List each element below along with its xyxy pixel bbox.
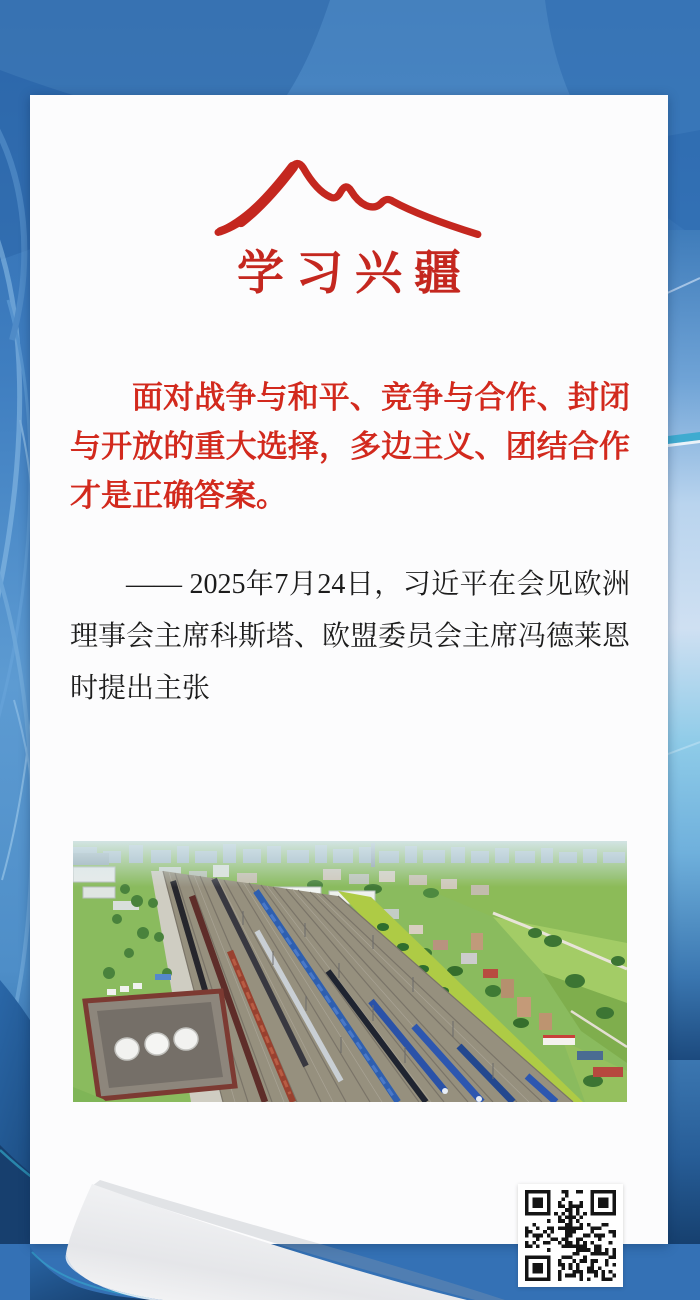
page-curl xyxy=(30,1178,510,1300)
attribution-text: —— 2025年7月24日，习近平在会见欧洲理事会主席科斯塔、欧盟委员会主席冯德莱恩时提出主张 xyxy=(70,569,631,704)
brand-logo xyxy=(30,151,668,303)
qr-canvas xyxy=(525,1190,616,1281)
poster-card xyxy=(30,95,668,1244)
brand-title: 学习兴疆 xyxy=(237,248,473,300)
railway-yard-photo xyxy=(73,841,627,1102)
quote-text: 面对战争与和平、竞争与合作、封闭与开放的重大选择，多边主义、团结合作才是正确答案。 xyxy=(70,380,630,513)
qr-code xyxy=(518,1184,623,1287)
mountain-ridge-icon xyxy=(214,151,484,243)
